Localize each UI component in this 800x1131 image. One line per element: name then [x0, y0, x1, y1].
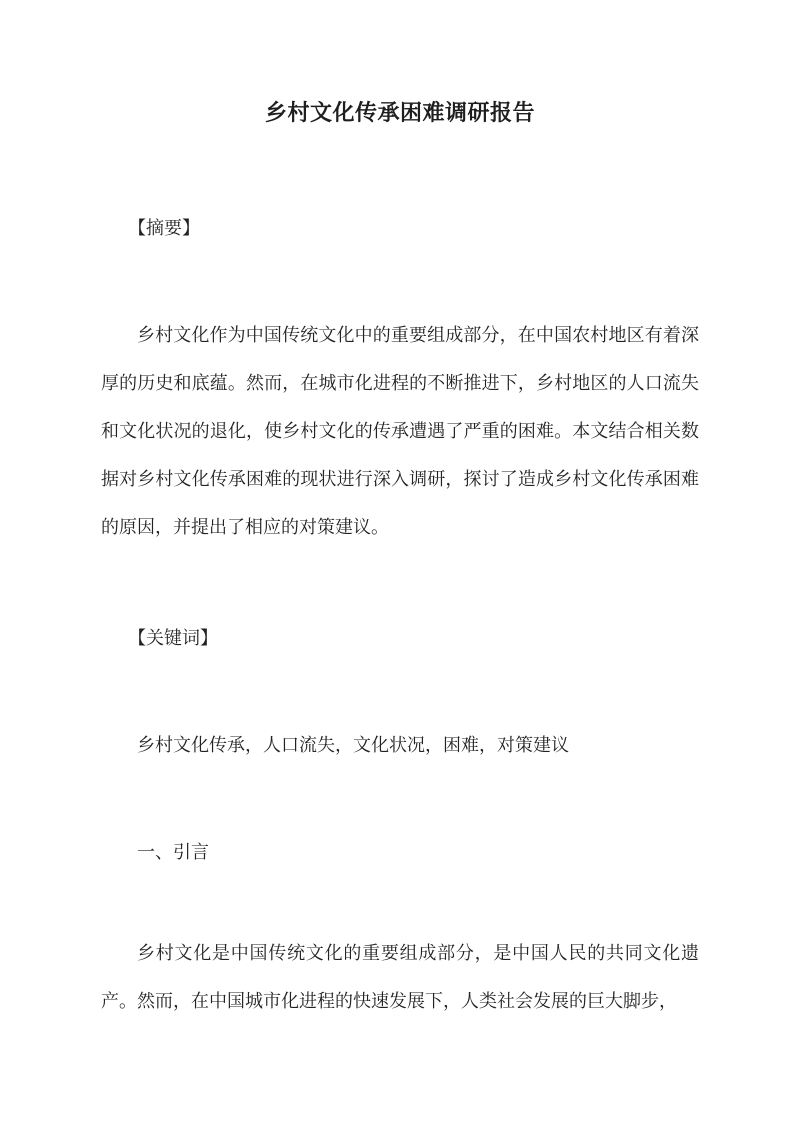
section-1-paragraph: 乡村文化是中国传统文化的重要组成部分，是中国人民的共同文化遗产。然而，在中国城市化进程的快速发展下，人类社会发展的巨大脚步， [101, 943, 699, 1012]
keywords-text: 乡村文化传承，人口流失，文化状况，困难，对策建议 [137, 735, 569, 756]
abstract-paragraph: 乡村文化作为中国传统文化中的重要组成部分，在中国农村地区有着深厚的历史和底蕴。然而，在城市化进程的不断推进下，乡村地区的人口流失和文化状况的退化，使乡村文化的传承遭遇了严重的困难。本文结合相关数据对乡村文化传承困难的现状进行深入调研，探讨了造成乡村文化传承困难的原因，并提出了相应的对策建议。 [101, 325, 699, 538]
section-1-heading: 一、引言 [137, 842, 209, 863]
document-title: 乡村文化传承困难调研报告 [264, 100, 535, 126]
abstract-heading: 【摘要】 [128, 218, 200, 239]
keywords-heading: 【关键词】 [128, 628, 218, 649]
